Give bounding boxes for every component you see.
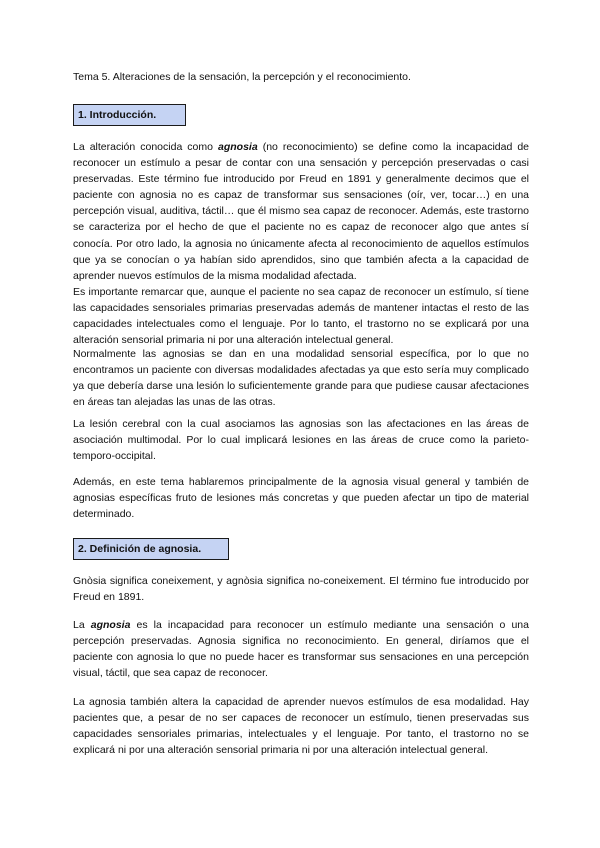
intro-paragraph-5: Además, en este tema hablaremos principalmente de la agnosia visual general y también de agnosias específicas fruto de lesiones más concretas y que pueden afectar un tipo de material determinado. (73, 476, 529, 521)
section-heading-definicion: 2. Definición de agnosia. (73, 538, 229, 560)
intro-p1-text-start: La alteración conocida como (73, 141, 218, 153)
intro-paragraph-3: Normalmente las agnosias se dan en una modalidad sensorial específica, por lo que no encontramos un paciente con diversas modalidades afectadas ya que esto sería muy complicado ya que debería darse una lesión lo suficientemente grande para que pudiese causar afectaciones en áreas tan alejadas las unas de las otras. (73, 348, 529, 409)
definition-p2-text-start: La (73, 619, 91, 631)
intro-paragraph-2: Es importante remarcar que, aunque el paciente no sea capaz de reconocer un estímulo, sí tiene las capacidades sensoriales primarias preservadas además de mantener intactas el resto de las capacidades intelectuales como el lenguaje. Por lo tanto, el trastorno no se explicará por una alteración sensorial primaria ni por una alteración intelectual general. (73, 286, 529, 347)
keyword-agnosia-2: agnosia (90, 619, 131, 631)
intro-p1-text-end: (no reconocimiento) se define como la incapacidad de reconocer un estímulo a pesar de contar con una sensación y percepción preservadas o casi preservadas. Este término fue introducido por Freud en 1891 y generalmente decimos que el paciente con agnosia no es capaz de transformar sus sensaciones (oír, ver, tocar…) en una percepción visual, auditiva, táctil… que él mismo sea capaz de reconocer. Además, este trastorno se caracteriza por el hecho de que el paciente no es capaz de reconocer algo que antes sí conocía. Por otro lado, la agnosia no únicamente afecta al reconocimiento de aquellos estímulos que ya se conocían o ya habían sido aprendidos, sino que también afecta a la capacidad de aprender nuevos estímulos de la misma modalidad afectada. (73, 141, 529, 282)
definition-paragraph-1: Gnòsia significa coneixement, y agnòsia significa no-coneixement. El término fue introducido por Freud en 1891. (73, 575, 529, 604)
intro-paragraph-1 (73, 139, 529, 284)
section-heading-introduccion: 1. Introducción. (73, 104, 186, 126)
definition-paragraph-3: La agnosia también altera la capacidad de aprender nuevos estímulos de esa modalidad. Hay pacientes que, a pesar de no ser capaces de reconocer un estímulo, tienen preservadas sus capacidades sensoriales primarias, intelectuales y el lenguaje. Por tanto, el trastorno no se explicará ni por una alteración sensorial primaria ni por una alteración intelectual general. (73, 696, 529, 757)
keyword-agnosia: agnosia (218, 141, 258, 153)
definition-p2-text-end: es la incapacidad para reconocer un estímulo mediante una sensación o una percepción preservadas. Agnosia significa no reconocimiento. En general, diríamos que el paciente con agnosia lo que no puede hacer es transformar sus sensaciones en una percepción visual, táctil, que sea capaz de reconocer. (73, 619, 529, 680)
intro-paragraph-4: La lesión cerebral con la cual asociamos las agnosias son las afectaciones en las áreas de asociación multimodal. Por lo cual implicará lesiones en las áreas de cruce como la parieto-temporo-occipital. (73, 418, 529, 463)
definition-paragraph-2 (73, 617, 529, 681)
document-title: Tema 5. Alteraciones de la sensación, la percepción y el reconocimiento. (73, 71, 411, 83)
